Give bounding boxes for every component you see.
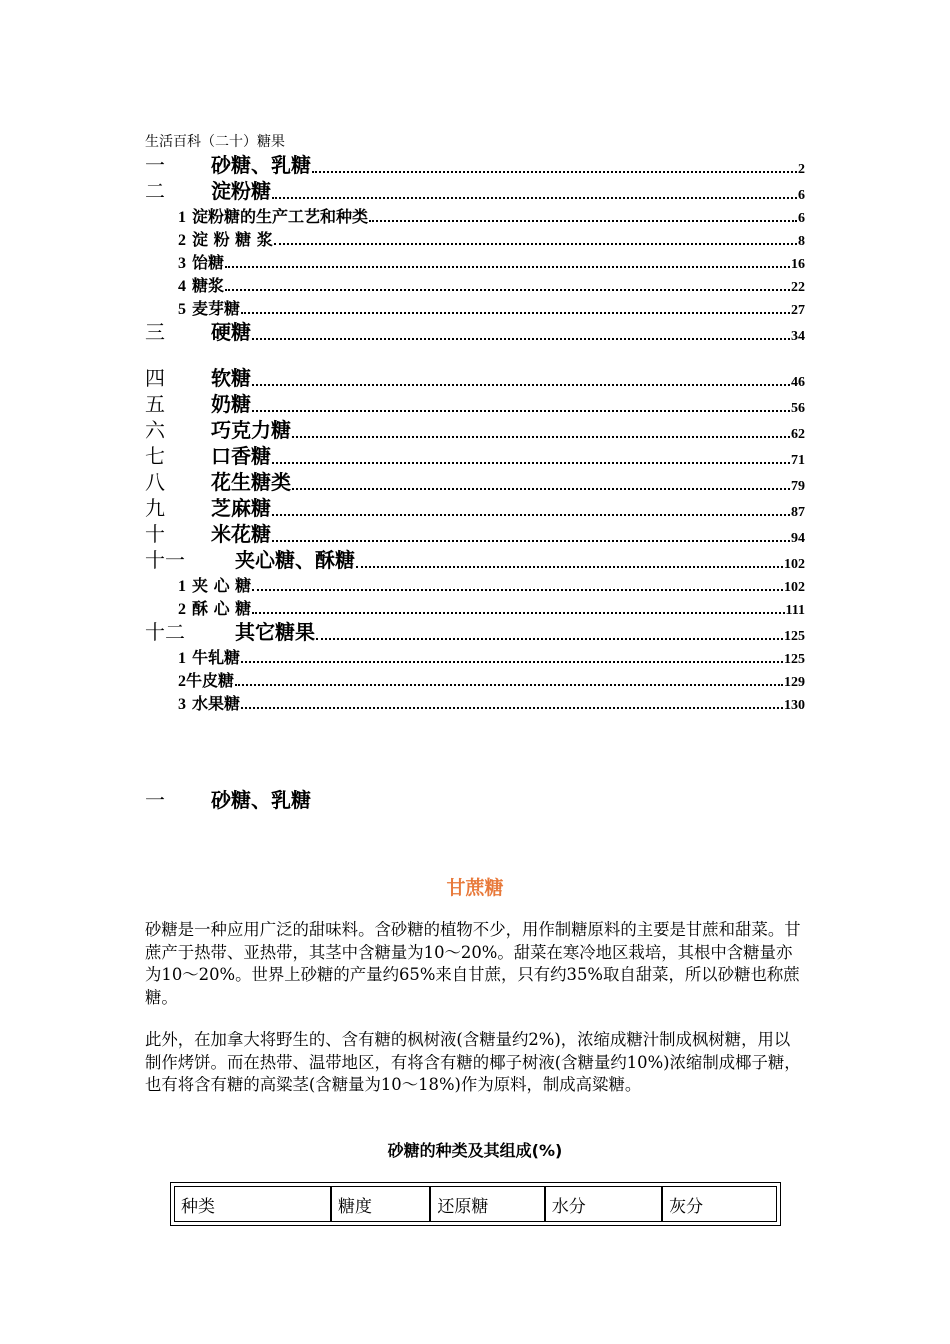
toc-subentry[interactable]: 3 饴糖 16 xyxy=(178,253,805,272)
toc-entry[interactable]: 九 芝麻糖 87 xyxy=(145,496,805,520)
table-header-cell: 还原糖 xyxy=(430,1187,544,1222)
toc-subentry[interactable]: 5 麦芽糖 27 xyxy=(178,299,805,318)
toc-subentry[interactable]: 2 酥 心 糖 111 xyxy=(178,599,805,618)
toc-entry[interactable]: 七 口香糖 71 xyxy=(145,444,805,468)
toc-entry[interactable]: 六 巧克力糖 62 xyxy=(145,418,805,442)
subheading: 甘蔗糖 xyxy=(446,877,504,899)
table-of-contents xyxy=(145,152,805,714)
toc-subentry[interactable]: 1 淀粉糖的生产工艺和种类 6 xyxy=(178,207,805,226)
table-header-cell: 水分 xyxy=(545,1187,662,1222)
toc-entry[interactable]: 八 花生糖类 79 xyxy=(145,470,805,494)
paragraph: 砂糖是一种应用广泛的甜味料。含砂糖的植物不少，用作制糖原料的主要是甘蔗和甜菜。甘蔗产于热带、亚热带，其茎中含糖量为10～20%。甜菜在寒冷地区栽培，其根中含糖量亦为10～20%。世界上砂糖的产量约65%来自甘蔗，只有约35%取自甜菜，所以砂糖也称蔗糖。 xyxy=(145,920,801,1007)
paragraph: 此外，在加拿大将野生的、含有糖的枫树液(含糖量约2%)，浓缩成糖汁制成枫树糖，用以制作烤饼。而在热带、温带地区，有将含有糖的椰子树液(含糖量约10%)浓缩制成椰子糖，也有将含有糖的高粱茎(含糖量为10～18%)作为原料，制成高粱糖。 xyxy=(145,1030,801,1094)
section-heading: 一 砂糖、乳糖 xyxy=(145,788,311,812)
toc-entry[interactable]: 五 奶糖 56 xyxy=(145,392,805,416)
table-caption: 砂糖的种类及其组成(%) xyxy=(387,1141,563,1160)
table-header-row xyxy=(175,1187,777,1222)
toc-subentry[interactable]: 2 牛皮糖 129 xyxy=(178,671,805,690)
toc-entry[interactable]: 十 米花糖 94 xyxy=(145,522,805,546)
composition-table xyxy=(170,1182,781,1226)
toc-entry[interactable]: 十二 其它糖果 125 xyxy=(145,620,805,644)
toc-entry[interactable]: 二 淀粉糖 6 xyxy=(145,179,805,203)
toc-entry[interactable]: 十一 夹心糖、酥糖 102 xyxy=(145,548,805,572)
toc-subentry[interactable]: 2 淀 粉 糖 浆 8 xyxy=(178,230,805,249)
document-page xyxy=(145,132,805,1217)
toc-entry[interactable]: 一 砂糖、乳糖 2 xyxy=(145,153,805,177)
toc-entry[interactable]: 三 硬糖 34 xyxy=(145,320,805,344)
toc-subentry[interactable]: 1 夹 心 糖 102 xyxy=(178,576,805,595)
table-header-cell: 灰分 xyxy=(662,1187,776,1222)
toc-entry[interactable]: 四 软糖 46 xyxy=(145,366,805,390)
table-header-cell: 糖度 xyxy=(331,1187,430,1222)
toc-subentry[interactable]: 3 水果糖 130 xyxy=(178,694,805,713)
toc-subentry[interactable]: 1 牛轧糖 125 xyxy=(178,648,805,667)
document-title: 生活百科（二十）糖果 xyxy=(145,134,285,150)
toc-subentry[interactable]: 4 糖浆 22 xyxy=(178,276,805,295)
table-header-cell: 种类 xyxy=(175,1187,332,1222)
